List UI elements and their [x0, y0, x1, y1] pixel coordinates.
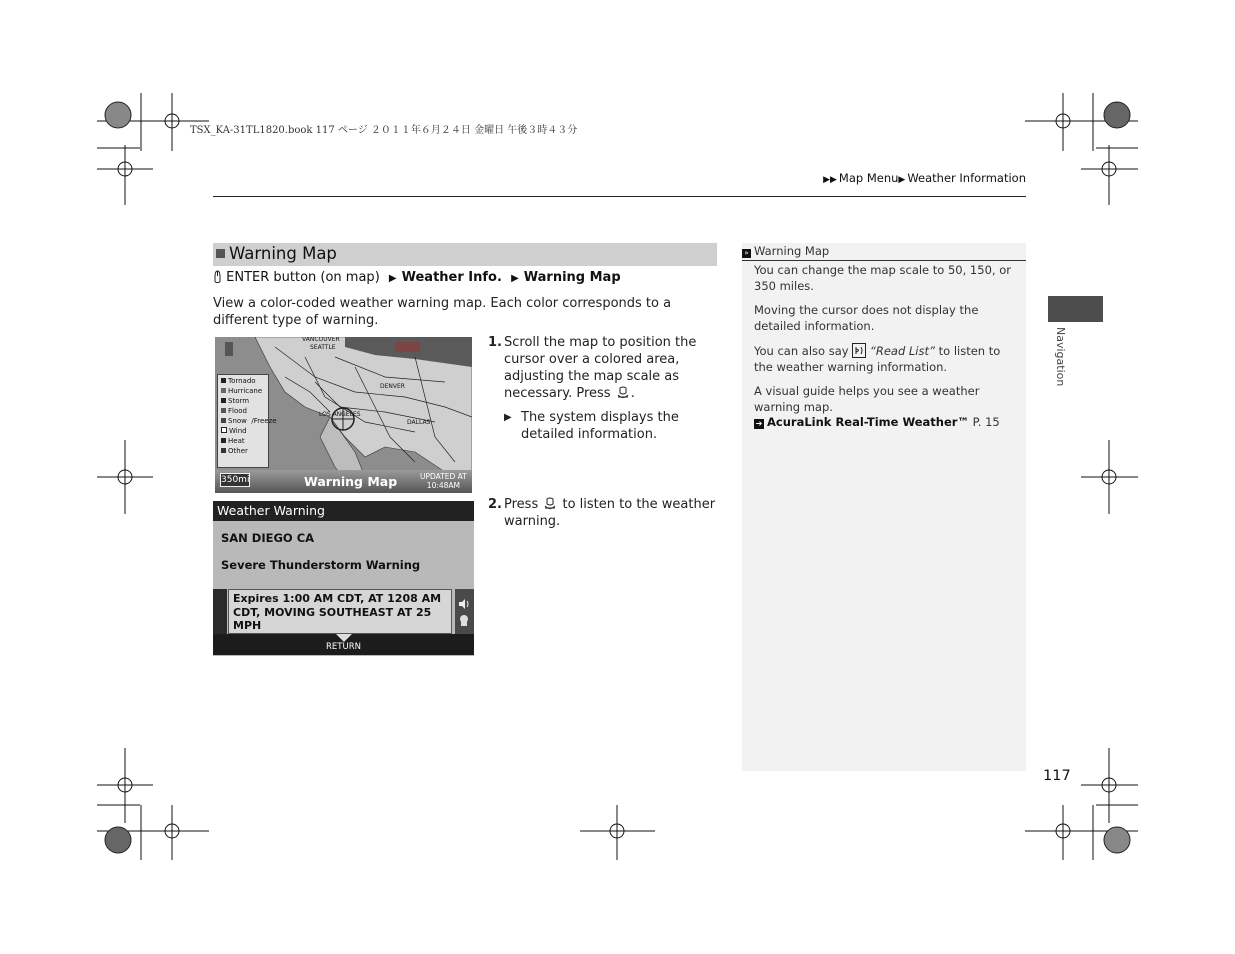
step-2: 2. Press to listen to the weather warning.	[488, 497, 716, 529]
map-scale[interactable]: 350mi	[221, 475, 250, 485]
section-tab	[1048, 296, 1103, 322]
legend-item: Snow /Freeze	[221, 416, 268, 426]
legend-item: Storm	[221, 396, 268, 406]
step-2-text: Press	[504, 497, 539, 512]
sidebar-paragraph: You can change the map scale to 50, 150, or 350 miles.	[754, 263, 1011, 293]
map-label-la: LOS ANGELES	[319, 411, 361, 418]
down-arrow-icon	[336, 634, 352, 642]
map-legend	[217, 374, 277, 468]
page-number: 117	[1043, 768, 1071, 784]
breadcrumb-parent[interactable]: Map Menu	[838, 171, 899, 185]
legend-swatch	[221, 378, 226, 383]
section-square-icon	[216, 249, 225, 258]
map-label-denver: DENVER	[380, 383, 405, 390]
legend-swatch	[221, 427, 227, 433]
return-button[interactable]	[213, 634, 474, 655]
step-1: 1. Scroll the map to position the cursor over a colored area, adjusting the map scale as necessary. Press . ▶ The system displays the detailed information.	[488, 334, 720, 443]
return-label: RETURN	[326, 642, 361, 652]
breadcrumb-arrows: ▶▶	[823, 175, 837, 185]
legend-item: Hurricane	[221, 386, 268, 396]
sidebar-body	[754, 263, 1016, 431]
step-number: 1.	[488, 335, 502, 350]
breadcrumb-separator: ▶	[898, 175, 906, 185]
step-1-result: ▶ The system displays the detailed information.	[504, 409, 720, 443]
legend-swatch	[221, 388, 226, 393]
legend-item: Tornado	[221, 376, 268, 386]
enter-button-icon	[213, 270, 222, 284]
updated-label: UPDATED AT	[420, 472, 467, 481]
warning-type: Severe Thunderstorm Warning	[221, 558, 421, 572]
section-title	[213, 243, 717, 266]
breadcrumb-current: Weather Information	[907, 171, 1026, 185]
menu-path-weather-info: Weather Info.	[401, 270, 502, 285]
talk-button-icon	[615, 385, 631, 400]
warning-right-controls	[455, 589, 474, 634]
talk-button-icon	[542, 496, 558, 511]
cross-reference-link[interactable]: ➔ AcuraLink Real-Time Weather™ P. 15	[755, 415, 1000, 429]
legend-swatch	[221, 398, 226, 403]
warning-location: SAN DIEGO CA	[221, 531, 315, 545]
sidebar-paragraph: Moving the cursor does not display the detailed information.	[754, 303, 979, 333]
warning-detail: Expires 1:00 AM CDT, AT 1208 AM CDT, MOVING SOUTHEAST AT 25 MPH	[228, 589, 452, 634]
menu-path	[213, 270, 621, 285]
header-rule	[213, 196, 1026, 197]
map-updated-time	[420, 472, 467, 490]
map-label-seattle: SEATTLE	[310, 344, 336, 351]
menu-path-arrow: ▶	[388, 273, 397, 284]
legend-swatch	[221, 448, 226, 453]
legend-item: Wind	[221, 426, 268, 436]
print-header: TSX_KA-31TL1820.book 117 ページ ２０１１年６月２４日 金曜日 午後３時４３分	[190, 125, 578, 136]
step-1-text: Scroll the map to position the cursor over a colored area, adjusting the map scale as necessary. Press	[504, 335, 697, 401]
menu-path-warning-map: Warning Map	[523, 270, 621, 285]
voice-command-icon	[852, 343, 866, 358]
step-1-result-text: The system displays the detailed information.	[521, 410, 679, 442]
sidebar-title: » Warning Map	[742, 243, 1026, 261]
section-title-text: Warning Map	[229, 244, 337, 263]
intro-text: View a color-coded weather warning map. Each color corresponds to a different type of warning.	[213, 296, 672, 328]
map-screen-title: Warning Map	[304, 474, 398, 489]
map-label-dallas: DALLAS	[407, 419, 431, 426]
menu-path-start: ENTER button (on map)	[226, 270, 380, 285]
map-label-vancouver: VANCOUVER	[302, 337, 340, 343]
step-number: 2.	[488, 497, 502, 512]
legend-swatch	[221, 408, 226, 413]
sidebar-paragraph: A visual guide helps you see a weather warning map. ➔ AcuraLink Real-Time Weather™ P. 15	[754, 384, 1000, 429]
reference-arrow-icon: ➔	[755, 419, 763, 428]
legend-swatch	[221, 438, 226, 443]
sidebar-paragraph: You can also say “Read List” to listen to the weather warning information.	[754, 344, 1001, 374]
legend-item: Heat	[221, 436, 268, 446]
breadcrumb	[823, 171, 1026, 185]
menu-path-arrow: ▶	[511, 273, 519, 284]
legend-item: Other	[221, 446, 268, 456]
section-tab-label: Navigation	[1054, 327, 1067, 387]
speaker-icon[interactable]	[455, 589, 474, 634]
note-icon: »	[742, 249, 751, 258]
weather-warning-header: Weather Warning	[213, 501, 474, 521]
legend-swatch	[221, 418, 226, 423]
updated-time: 10:48AM	[426, 481, 461, 490]
legend-item: Flood	[221, 406, 268, 416]
warning-left-bar	[213, 589, 227, 634]
